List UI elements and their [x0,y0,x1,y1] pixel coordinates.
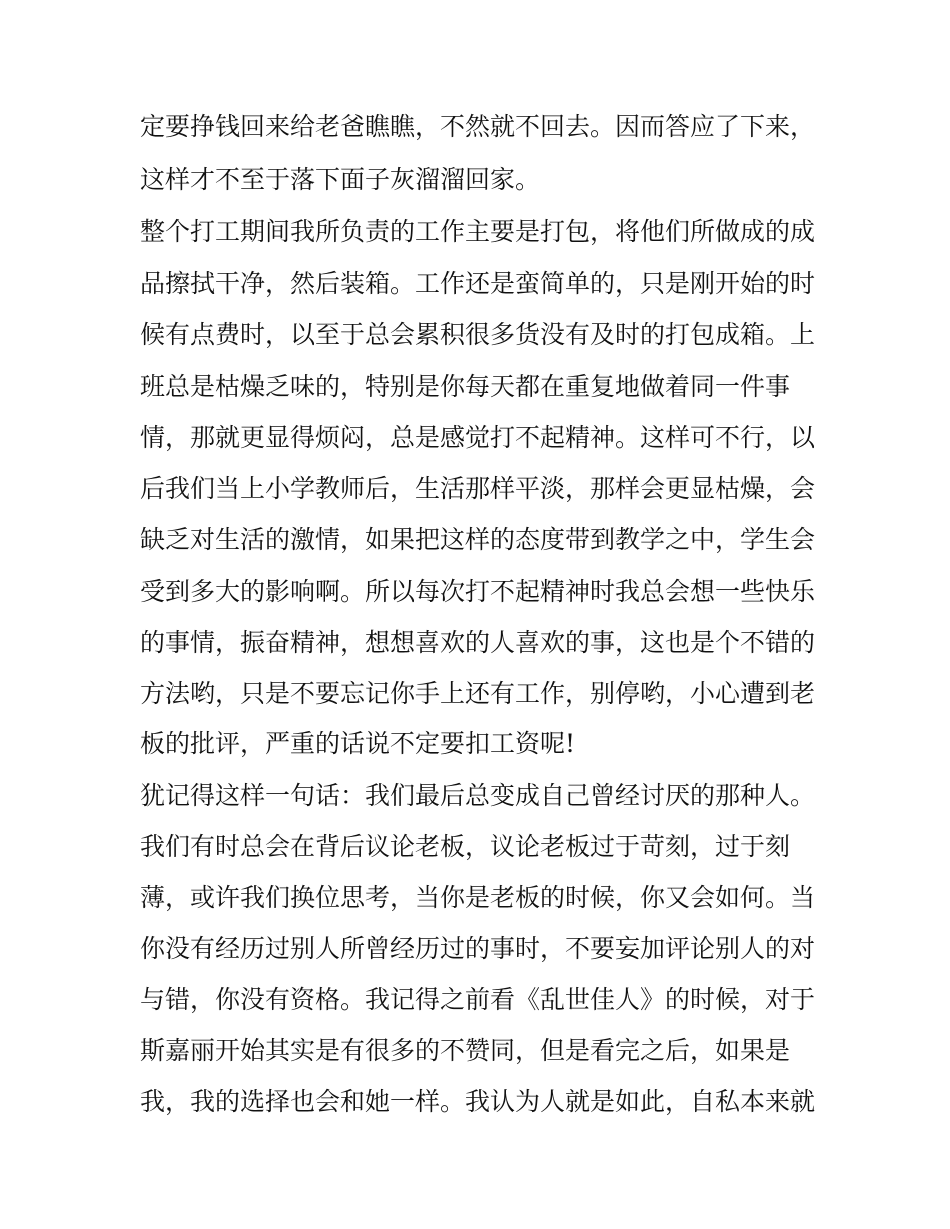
text-line: 后我们当上小学教师后，生活那样平淡，那样会更显枯燥，会 [140,474,816,503]
text-line: 受到多大的影响啊。所以每次打不起精神时我总会想一些快乐 [140,577,816,606]
text-line: 你没有经历过别人所曾经历过的事时，不要妄加评论别人的对 [140,934,816,963]
text-line: 候有点费时，以至于总会累积很多货没有及时的打包成箱。上 [140,320,816,349]
text-line: 品擦拭干净，然后装箱。工作还是蛮简单的，只是刚开始的时 [140,269,816,298]
text-line: 情，那就更显得烦闷，总是感觉打不起精神。这样可不行，以 [140,423,816,452]
text-line: 这样才不至于落下面子灰溜溜回家。 [140,165,541,194]
paragraph-start-line: 整个打工期间我所负责的工作主要是打包，将他们所做成的成 [140,217,816,246]
text-line: 我们有时总会在背后议论老板，议论老板过于苛刻，过于刻 [140,832,791,861]
text-line: 斯嘉丽开始其实是有很多的不赞同，但是看完之后，如果是 [140,1036,791,1065]
paragraph-start-line: 犹记得这样一句话：我们最后总变成自己曾经讨厌的那种人。 [140,781,816,810]
text-line: 与错，你没有资格。我记得之前看《乱世佳人》的时候，对于 [140,985,816,1014]
text-line: 板的批评，严重的话说不定要扣工资呢! [140,729,576,758]
text-line: 我，我的选择也会和她一样。我认为人就是如此，自私本来就 [140,1087,816,1116]
text-line: 班总是枯燥乏味的，特别是你每天都在重复地做着同一件事 [140,372,791,401]
text-line: 的事情，振奋精神，想想喜欢的人喜欢的事，这也是个不错的 [140,628,816,657]
text-line: 缺乏对生活的激情，如果把这样的态度带到教学之中，学生会 [140,525,816,554]
text-line: 定要挣钱回来给老爸瞧瞧，不然就不回去。因而答应了下来， [140,112,816,141]
text-line: 方法哟，只是不要忘记你手上还有工作，别停哟，小心遭到老 [140,679,816,708]
text-line: 薄，或许我们换位思考，当你是老板的时候，你又会如何。当 [140,883,816,912]
